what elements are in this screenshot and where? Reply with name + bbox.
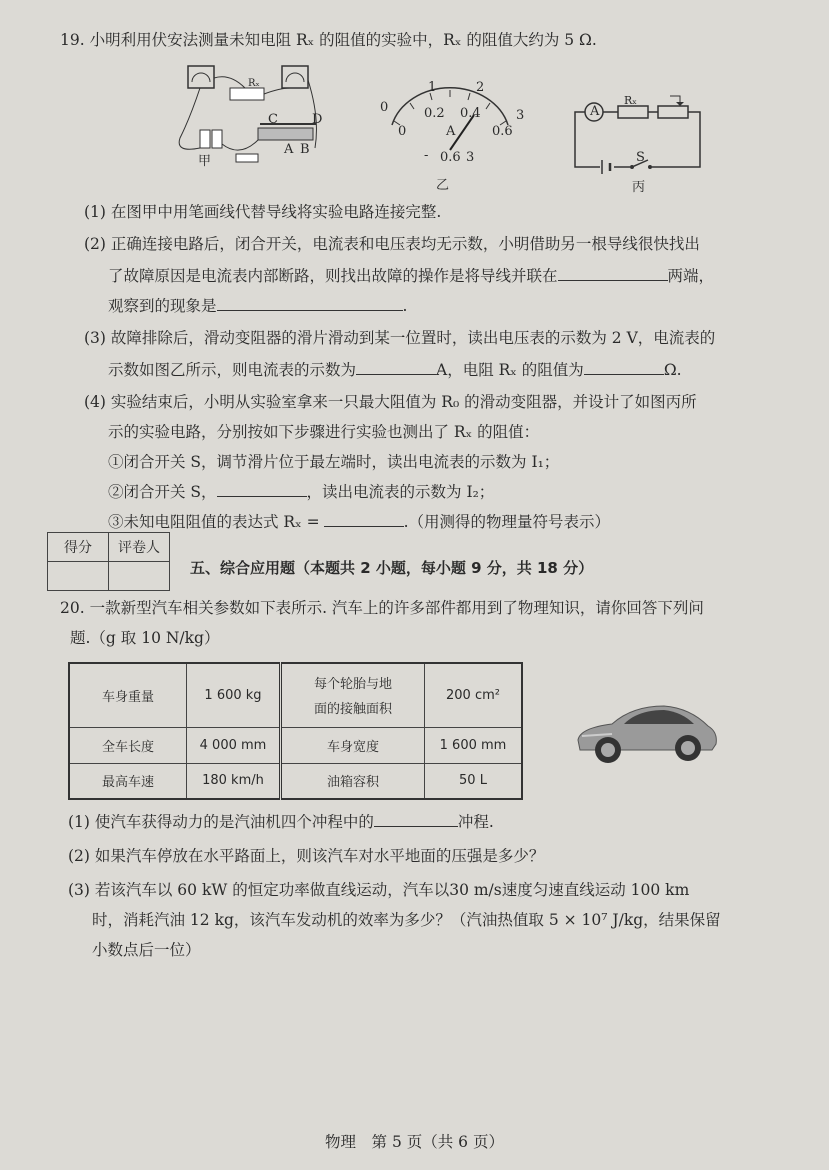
q20-p1b: 冲程. <box>457 813 494 831</box>
grade-reviewer-cell[interactable] <box>109 562 170 591</box>
rx-label-jia: Rₓ <box>248 78 260 89</box>
spec-label-speed: 最高车速 <box>69 763 187 799</box>
q19-p2-line2b: 两端， <box>667 267 715 285</box>
q19-step3b: .（用测得的物理量符号表示） <box>403 513 611 531</box>
q20-stem-line1: 20. 一款新型汽车相关参数如下表所示. 汽车上的许多部件都用到了物理知识，请你回答下列问 <box>60 599 704 617</box>
grade-box <box>47 532 170 591</box>
spec-value-tank: 50 L <box>425 763 523 799</box>
spec-value-width: 1 600 mm <box>425 727 523 763</box>
car-spec-table <box>68 662 523 800</box>
page-footer: 物理 第 5 页（共 6 页） <box>325 1133 504 1151</box>
letter-a: A <box>284 142 294 157</box>
spec-label-contact-area-l1: 每个轮胎与地 <box>313 677 392 693</box>
q20-p1 <box>68 812 494 832</box>
q20-p2: (2) 如果汽车停放在水平路面上，则该汽车对水平地面的压强是多少？ <box>68 847 545 865</box>
spec-label-contact-area <box>281 663 425 727</box>
terminal-minus: - <box>424 148 429 163</box>
q19-step2a: ②闭合开关 S， <box>108 483 217 501</box>
letter-c: C <box>268 112 278 127</box>
figure-label-jia: 甲 <box>198 154 212 169</box>
answer-blank-resistance[interactable] <box>584 360 664 375</box>
q20-stem-line2: 题.（g 取 10 N/kg） <box>70 629 220 647</box>
q19-p2-line3a: 观察到的现象是 <box>108 297 217 315</box>
q19-p3-line2a: 示数如图乙所示，则电流表的示数为 <box>108 361 357 379</box>
dial-top-1: 1 <box>428 80 437 95</box>
answer-blank-expression[interactable] <box>324 512 404 527</box>
figure-label-bing: 丙 <box>632 180 646 195</box>
apparatus-figure <box>170 58 330 176</box>
q19-p2-line2a: 了故障原因是电流表内部断路，则找出故障的操作是将导线并联在 <box>108 267 558 285</box>
spec-label-length: 全车长度 <box>69 727 187 763</box>
dial-bottom-0: 0 <box>398 124 407 139</box>
spec-value-speed: 180 km/h <box>187 763 281 799</box>
q19-p4-line2: 示的实验电路，分别按如下步骤进行实验也测出了 Rₓ 的阻值： <box>108 423 540 441</box>
q19-step1: ①闭合开关 S，调节滑片位于最左端时，读出电流表的示数为 I₁； <box>108 453 560 471</box>
terminal-06: 0.6 <box>440 150 461 165</box>
answer-blank-phenomenon[interactable] <box>217 296 403 311</box>
q19-step2b: ，读出电流表的示数为 I₂； <box>306 483 495 501</box>
q19-p2-line2 <box>108 266 714 286</box>
q20-p3-line3: 小数点后一位） <box>92 941 201 959</box>
grade-reviewer-label: 评卷人 <box>109 533 170 562</box>
q19-step3 <box>108 512 610 532</box>
q19-step2 <box>108 482 494 502</box>
dial-top-0: 0 <box>380 100 389 115</box>
spec-value-mass: 1 600 kg <box>187 663 281 727</box>
q20-p3-line2: 时，消耗汽油 12 kg，该汽车发动机的效率为多少？（汽油热值取 5 × 10⁷ J/kg，结果保留 <box>92 911 721 929</box>
dial-top-2: 2 <box>476 80 485 95</box>
dial-bottom-1: 0.2 <box>424 106 445 121</box>
spec-label-mass: 车身重量 <box>69 663 187 727</box>
q19-p2-line1: (2) 正确连接电路后，闭合开关，电流表和电压表均无示数，小明借助另一根导线很快找出 <box>84 235 700 253</box>
dial-top-3: 3 <box>516 108 525 123</box>
grade-score-cell[interactable] <box>48 562 109 591</box>
section-title: 五、综合应用题（本题共 2 小题，每小题 9 分，共 18 分） <box>190 559 594 577</box>
q19-step3a: ③未知电阻阻值的表达式 Rₓ = <box>108 513 320 531</box>
letter-b: B <box>300 142 310 157</box>
answer-blank-terminals[interactable] <box>558 266 668 281</box>
ammeter-dial <box>380 85 520 155</box>
q19-p3-line1: (3) 故障排除后，滑动变阻器的滑片滑动到某一位置时，读出电压表的示数为 2 V，电流表的 <box>84 329 716 347</box>
answer-blank-current[interactable] <box>356 360 436 375</box>
spec-value-contact-area: 200 cm² <box>425 663 523 727</box>
q19-p2-line3b: . <box>402 297 408 315</box>
q19-p3-line2 <box>108 360 682 380</box>
letter-d: D <box>312 112 323 127</box>
dial-bottom-3: 0.6 <box>492 124 513 139</box>
dial-bottom-2: 0.4 <box>460 106 481 121</box>
grade-score-label: 得分 <box>48 533 109 562</box>
q20-p1a: (1) 使汽车获得动力的是汽油机四个冲程中的 <box>68 813 374 831</box>
answer-blank-stroke[interactable] <box>374 812 458 827</box>
spec-value-length: 4 000 mm <box>187 727 281 763</box>
spec-label-tank: 油箱容积 <box>281 763 425 799</box>
dial-unit: A <box>446 124 456 139</box>
figure-label-yi: 乙 <box>436 178 450 193</box>
q19-p4-line1: (4) 实验结束后，小明从实验室拿来一只最大阻值为 R₀ 的滑动变阻器，并设计了如图丙所 <box>84 393 697 411</box>
spec-label-width: 车身宽度 <box>281 727 425 763</box>
rx-label-bing: Rₓ <box>624 94 637 107</box>
q19-p2-line3 <box>108 296 407 316</box>
q19-p3-line2b: A，电阻 Rₓ 的阻值为 <box>436 361 584 379</box>
q19-stem: 19. 小明利用伏安法测量未知电阻 Rₓ 的阻值的实验中，Rₓ 的阻值大约为 5 Ω. <box>60 31 597 49</box>
answer-blank-step2[interactable] <box>217 482 307 497</box>
q20-p3-line1: (3) 若该汽车以 60 kW 的恒定功率做直线运动，汽车以30 m/s速度匀速直线运动 100 km <box>68 881 690 899</box>
switch-label: S <box>636 150 645 165</box>
q19-p1: (1) 在图甲中用笔画线代替导线将实验电路连接完整. <box>84 203 442 221</box>
q19-p3-line2c: Ω. <box>663 361 682 379</box>
car-illustration <box>572 700 720 770</box>
ammeter-label: A <box>590 104 600 119</box>
spec-label-contact-area-l2: 面的接触面积 <box>313 702 392 718</box>
terminal-3: 3 <box>466 150 475 165</box>
